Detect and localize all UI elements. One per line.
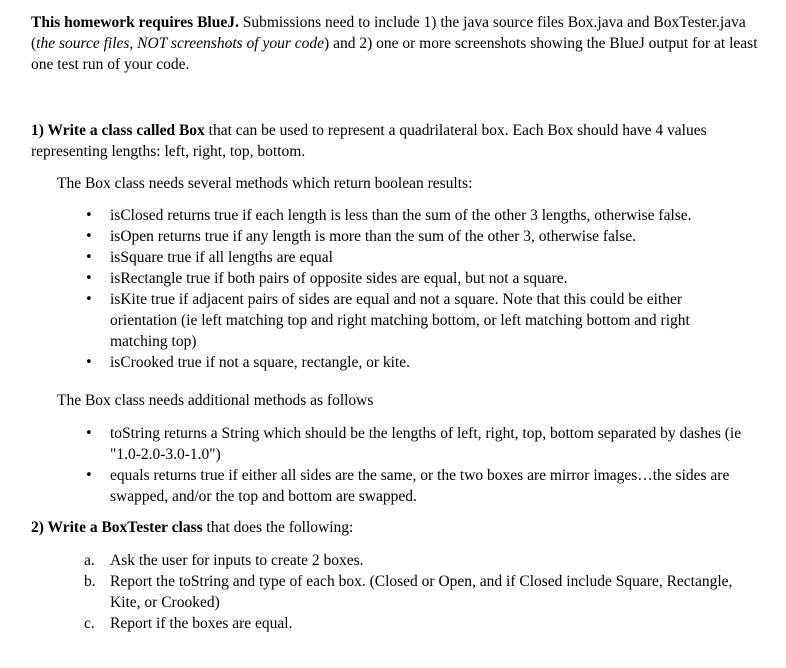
list-item: [85, 465, 745, 507]
tester-steps-list: [84, 550, 744, 634]
step-marker: a.: [84, 552, 95, 569]
bullet-icon: •: [85, 229, 93, 244]
list-item-text: isSquare true if all lengths are equal: [110, 249, 333, 266]
boolean-methods-heading: The Box class needs several methods which return boolean results:: [57, 175, 473, 192]
part2-bold-lead: 2) Write a BoxTester class: [31, 519, 203, 536]
bullet-icon: •: [85, 468, 93, 483]
list-item: [85, 289, 745, 352]
intro-text-b: ) and 2) one or more screenshots showing the BlueJ output for at least one test run of your code.: [31, 35, 758, 73]
part1-text: that can be used to represent a quadrilateral box. Each Box should have 4 values representing lengths: left, right, top, bottom.: [31, 122, 707, 160]
part1-bold-lead: 1) Write a class called Box: [31, 122, 205, 139]
list-item: [85, 226, 745, 247]
list-item: [85, 268, 745, 289]
list-item-text: isCrooked true if not a square, rectangle, or kite.: [110, 354, 410, 371]
list-item-text: isKite true if adjacent pairs of sides are equal and not a square. Note that this could be either orientation (ie left matching top and right matching bottom, or left matching bottom and right matching top): [110, 291, 690, 350]
list-item-text: isRectangle true if both pairs of opposite sides are equal, but not a square.: [110, 270, 568, 287]
list-item-text: Report the toString and type of each box. (Closed or Open, and if Closed include Square, Rectangle, Kite, or Crooked): [110, 573, 733, 611]
additional-methods-heading: The Box class needs additional methods as follows: [57, 392, 374, 409]
list-item: [84, 571, 744, 613]
list-item: [85, 352, 745, 373]
list-item-text: toString returns a String which should be the lengths of left, right, top, bottom separated by dashes (ie "1.0-2.0-3.0-1.0"): [110, 425, 742, 463]
intro-italic-note: the source files, NOT screenshots of your code: [36, 35, 325, 52]
bullet-icon: •: [85, 271, 93, 286]
bullet-icon: •: [85, 292, 93, 307]
list-item: [85, 423, 745, 465]
step-marker: c.: [84, 615, 95, 632]
list-item: [84, 613, 744, 634]
intro-bold-lead: This homework requires BlueJ.: [31, 14, 239, 31]
bullet-icon: •: [85, 208, 93, 223]
part1-heading: [31, 120, 766, 162]
list-item: [84, 550, 744, 571]
list-item: [85, 247, 745, 268]
list-item-text: equals returns true if either all sides are the same, or the two boxes are mirror images…the sides are swapped, and/or the top and bottom are swapped.: [110, 467, 730, 505]
bullet-icon: •: [85, 250, 93, 265]
part2-heading: [31, 517, 766, 538]
list-item: [85, 205, 745, 226]
intro-paragraph: [31, 12, 766, 75]
list-item-text: Report if the boxes are equal.: [110, 615, 293, 632]
list-item-text: isOpen returns true if any length is more than the sum of the other 3, otherwise false.: [110, 228, 637, 245]
intro-text-a: Submissions need to include 1) the java source files Box.java and BoxTester.java (: [31, 14, 746, 52]
step-marker: b.: [84, 573, 96, 590]
list-item-text: isClosed returns true if each length is less than the sum of the other 3 lengths, otherwise false.: [110, 207, 692, 224]
boolean-methods-list: [85, 205, 745, 373]
additional-methods-list: [85, 423, 745, 507]
bullet-icon: •: [85, 355, 93, 370]
list-item-text: Ask the user for inputs to create 2 boxes.: [110, 552, 364, 569]
bullet-icon: •: [85, 426, 93, 441]
part2-text: that does the following:: [202, 519, 354, 536]
